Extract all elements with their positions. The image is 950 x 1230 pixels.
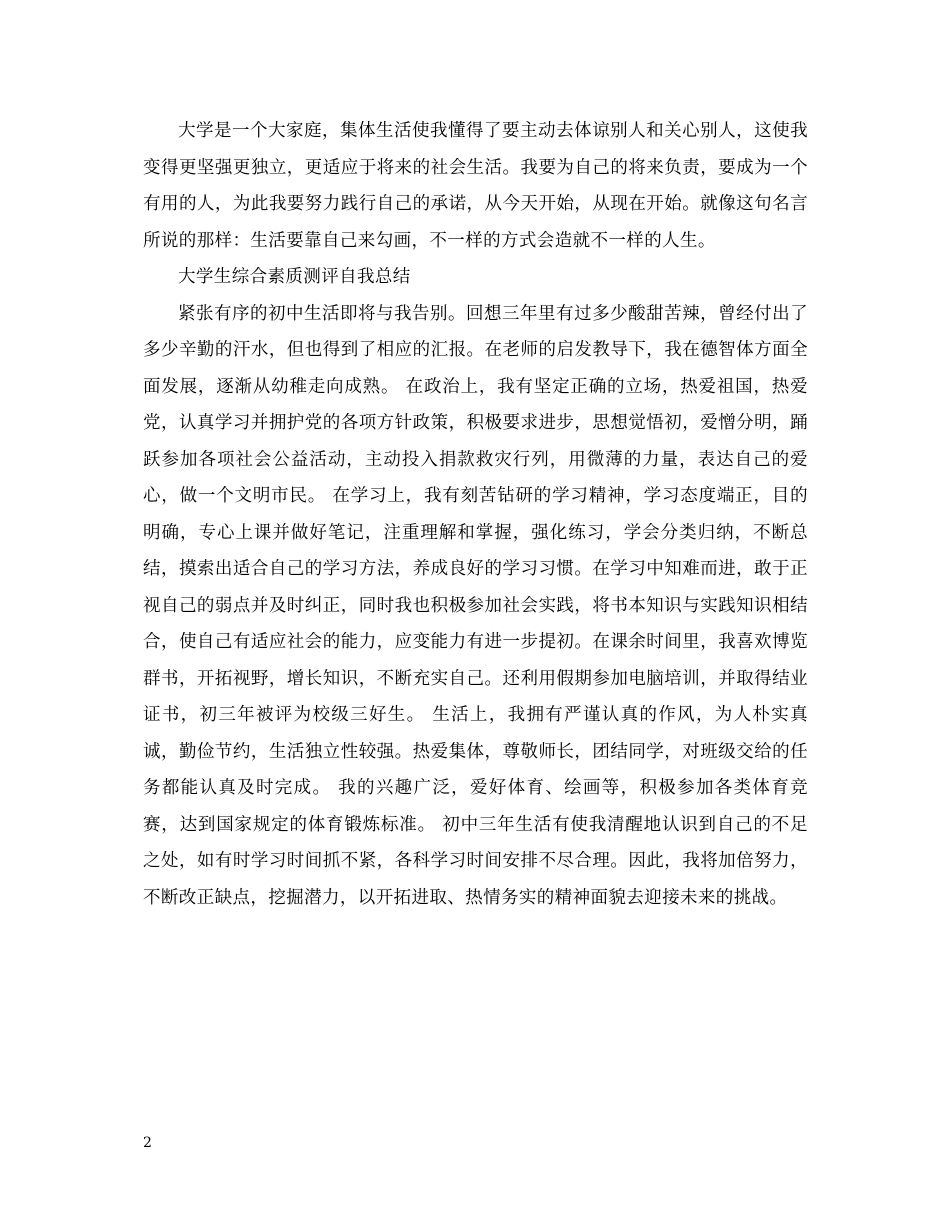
paragraph-summary: 紧张有序的初中生活即将与我告别。回想三年里有过多少酸甜苦辣，曾经付出了多少辛勤的汗水，但也得到了相应的汇报。在老师的启发教导下，我在德智体方面全面发展，逐渐从幼稚走向成熟。 在政治上，我有坚定正确的立场，热爱祖国，热爱党，认真学习并拥护党的各项方针政策，积极要求进步，思想觉悟初，爱憎分明，踊跃参加各项社会公益活动，主动投入捐款救灾行列，用微薄的力量，表达自己的爱心，做一个文明市民。 在学习上，我有刻苦钻研的学习精神，学习态度端正，目的明确，专心上课并做好笔记，注重理解和掌握，强化练习，学会分类归纳，不断总结，摸索出适合自己的学习方法，养成良好的学习习惯。在学习中知难而进，敢于正视自己的弱点并及时纠正，同时我也积极参加社会实践，将书本知识与实践知识相结合，使自己有适应社会的能力，应变能力有进一步提初。在课余时间里，我喜欢博览群书，开拓视野，增长知识，不断充实自己。还利用假期参加电脑培训，并取得结业证书，初三年被评为校级三好生。 生活上，我拥有严谨认真的作风，为人朴实真诚，勤俭节约，生活独立性较强。热爱集体，尊敬师长，团结同学，对班级交给的任务都能认真及时完成。 我的兴趣广泛，爱好体育、绘画等，积极参加各类体育竞赛，达到国家规定的体育锻炼标准。 初中三年生活有使我清醒地认识到自己的不足之处，如有时学习时间抓不紧，各科学习时间安排不尽合理。因此，我将加倍努力，不断改正缺点，挖掘潜力，以开拓进取、热情务实的精神面貌去迎接未来的挑战。 bbox=[143, 303, 808, 908]
paragraph-intro: 大学是一个大家庭，集体生活使我懂得了要主动去体谅别人和关心别人，这使我变得更坚强更独立，更适应于将来的社会生活。我要为自己的将来负责，要成为一个有用的人，为此我要努力践行自己的承诺，从今天开始，从现在开始。就像这句名言所说的那样：生活要靠自己来勾画，不一样的方式会造就不一样的人生。 bbox=[143, 121, 808, 251]
page-number: 2 bbox=[143, 1135, 152, 1151]
section-heading: 大学生综合素质测评自我总结 bbox=[178, 267, 411, 287]
body-text bbox=[143, 113, 808, 916]
